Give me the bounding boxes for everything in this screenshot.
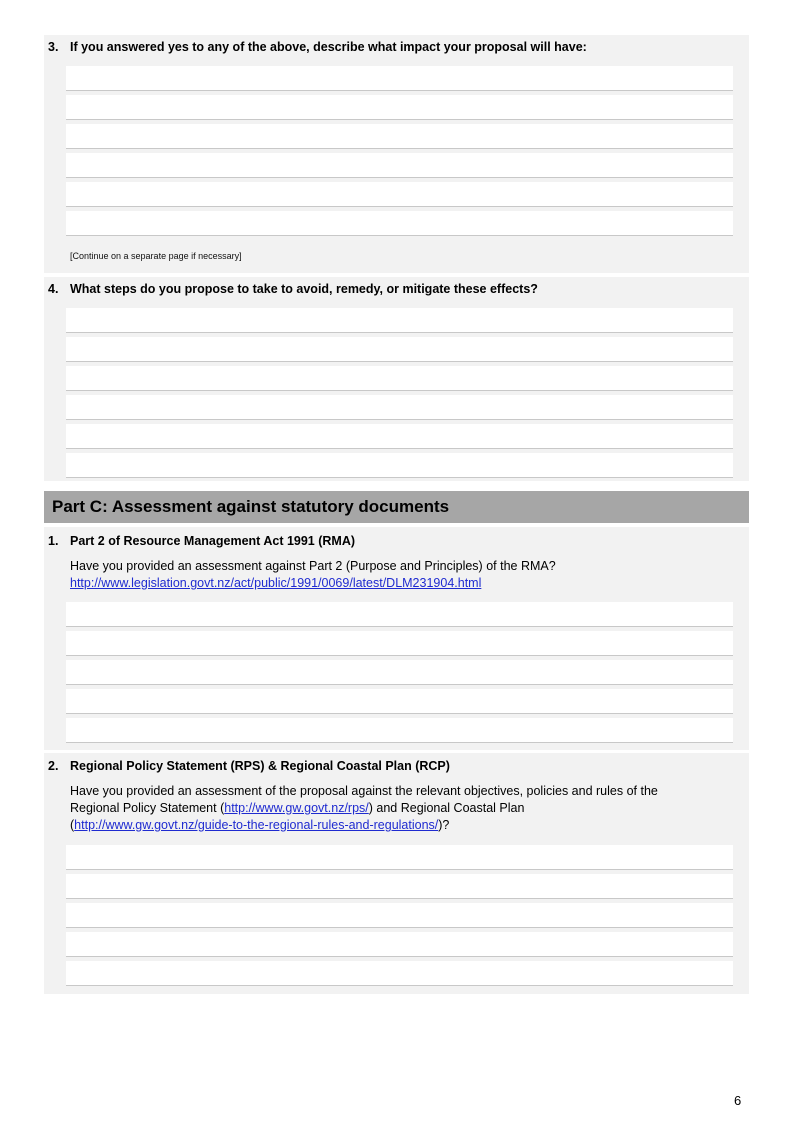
- answer-line[interactable]: [66, 689, 733, 714]
- answer-line[interactable]: [66, 932, 733, 957]
- part-c-question-2-body: Have you provided an assessment of the proposal against the relevant objectives, policies and rules of the Regional Policy Statement (http://www.gw.govt.nz/rps/) and Regional Coastal Plan (http://www.gw.govt.nz/guide-to-the-regional-rules-and-regulations/)?: [70, 784, 658, 832]
- part-c-header: Part C: Assessment against statutory documents: [44, 491, 749, 523]
- page-number: 6: [734, 1093, 742, 1108]
- question-4-label: 4. What steps do you propose to take to avoid, remedy, or mitigate these effects?: [48, 282, 538, 296]
- answer-line[interactable]: [66, 961, 733, 986]
- part-c-question-2-label: 2. Regional Policy Statement (RPS) & Regional Coastal Plan (RCP): [48, 759, 450, 773]
- answer-line[interactable]: [66, 337, 733, 362]
- answer-line[interactable]: [66, 631, 733, 656]
- answer-line[interactable]: [66, 874, 733, 899]
- answer-line[interactable]: [66, 453, 733, 478]
- answer-line[interactable]: [66, 66, 733, 91]
- answer-line[interactable]: [66, 424, 733, 449]
- answer-line[interactable]: [66, 124, 733, 149]
- question-3-answer-lines: [66, 66, 733, 240]
- answer-line[interactable]: [66, 211, 733, 236]
- answer-line[interactable]: [66, 308, 733, 333]
- answer-line[interactable]: [66, 718, 733, 743]
- part-c-question-1-body: Have you provided an assessment against Part 2 (Purpose and Principles) of the RMA? http://www.legislation.govt.nz/act/public/1991/0069/latest/DLM231904.html: [70, 559, 556, 590]
- answer-line[interactable]: [66, 366, 733, 391]
- rps-link[interactable]: http://www.gw.govt.nz/rps/: [224, 801, 369, 815]
- part-c-question-2-answer-lines: [66, 845, 733, 990]
- answer-line[interactable]: [66, 395, 733, 420]
- answer-line[interactable]: [66, 903, 733, 928]
- rcp-link[interactable]: http://www.gw.govt.nz/guide-to-the-regional-rules-and-regulations/: [74, 818, 439, 832]
- continue-note: [Continue on a separate page if necessary]: [70, 251, 242, 261]
- answer-line[interactable]: [66, 95, 733, 120]
- answer-line[interactable]: [66, 845, 733, 870]
- answer-line[interactable]: [66, 153, 733, 178]
- answer-line[interactable]: [66, 182, 733, 207]
- answer-line[interactable]: [66, 602, 733, 627]
- rma-link[interactable]: http://www.legislation.govt.nz/act/public/1991/0069/latest/DLM231904.html: [70, 576, 482, 590]
- question-3-label: 3. If you answered yes to any of the above, describe what impact your proposal will have:: [48, 40, 587, 54]
- question-4-answer-lines: [66, 308, 733, 482]
- part-c-question-1-label: 1. Part 2 of Resource Management Act 1991 (RMA): [48, 534, 356, 548]
- part-c-question-1-answer-lines: [66, 602, 733, 747]
- answer-line[interactable]: [66, 660, 733, 685]
